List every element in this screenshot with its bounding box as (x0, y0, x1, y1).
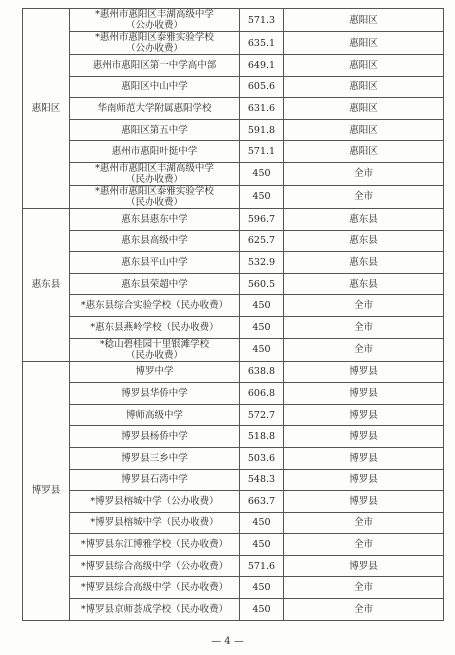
admission-range-cell: 博罗县 (284, 426, 444, 448)
school-name-cell: *惠州市惠阳区丰湖高级中学 （公办收费） (70, 9, 240, 32)
score-cell: 548.3 (240, 469, 284, 491)
admission-range-cell: 惠东县 (284, 208, 444, 230)
table-row (23, 230, 444, 252)
admission-range-cell: 惠阳区 (284, 9, 444, 32)
school-name-cell: 博罗县三乡中学 (70, 447, 240, 469)
district-cell: 惠东县 (23, 208, 70, 361)
admission-range-cell: 博罗县 (284, 491, 444, 513)
table-row (23, 9, 444, 32)
table-row (23, 404, 444, 426)
score-cell: 450 (240, 512, 284, 534)
admission-range-cell: 惠阳区 (284, 55, 444, 77)
school-name-cell: 博罗县石湾中学 (70, 469, 240, 491)
table-row (23, 32, 444, 55)
score-cell: 503.6 (240, 447, 284, 469)
score-cell: 572.7 (240, 404, 284, 426)
score-cell: 591.8 (240, 119, 284, 141)
district-cell: 惠阳区 (23, 9, 70, 209)
school-name-cell: *博罗县综合高级中学（公办收费） (70, 555, 240, 577)
score-cell: 571.3 (240, 9, 284, 32)
school-name-cell: 博罗中学 (70, 361, 240, 383)
score-cell: 450 (240, 162, 284, 185)
score-cell: 635.1 (240, 32, 284, 55)
table-row (23, 252, 444, 274)
table-row (23, 577, 444, 599)
school-name-cell: *博罗县榕城中学（民办收费） (70, 512, 240, 534)
table-row (23, 76, 444, 98)
table-row (23, 469, 444, 491)
table-row (23, 555, 444, 577)
school-name-cell: *博罗县京师荟成学校（民办收费） (70, 599, 240, 621)
table-row (23, 316, 444, 338)
school-name-cell: *惠州市惠阳区丰湖高级中学 （民办收费） (70, 162, 240, 185)
admission-range-cell: 惠阳区 (284, 119, 444, 141)
table-row (23, 273, 444, 295)
score-cell: 518.8 (240, 426, 284, 448)
school-name-cell: 博罗县华侨中学 (70, 383, 240, 405)
school-name-cell: 惠东县平山中学 (70, 252, 240, 274)
admission-range-cell: 全市 (284, 512, 444, 534)
school-name-cell: 惠东县高级中学 (70, 230, 240, 252)
score-cell: 571.1 (240, 141, 284, 163)
school-name-cell: *惠州市惠阳区泰雅实验学校 （民办收费） (70, 185, 240, 208)
school-name-cell: *惠州市惠阳区泰雅实验学校 （公办收费） (70, 32, 240, 55)
score-cell: 532.9 (240, 252, 284, 274)
score-cell: 450 (240, 577, 284, 599)
admission-range-cell: 博罗县 (284, 469, 444, 491)
admission-range-cell: 惠阳区 (284, 32, 444, 55)
table-row (23, 491, 444, 513)
admission-range-cell: 惠东县 (284, 252, 444, 274)
admission-score-table (22, 8, 444, 621)
score-cell: 450 (240, 295, 284, 317)
page-number: — 4 — (211, 636, 244, 647)
score-cell: 605.6 (240, 76, 284, 98)
table-row (23, 185, 444, 208)
score-cell: 663.7 (240, 491, 284, 513)
school-name-cell: *博罗县综合高级中学（民办收费） (70, 577, 240, 599)
school-name-cell: 惠东县荣超中学 (70, 273, 240, 295)
table-row (23, 208, 444, 230)
score-cell: 560.5 (240, 273, 284, 295)
admission-range-cell: 全市 (284, 338, 444, 361)
school-name-cell: *稔山碧桂园十里银滩学校 （民办收费） (70, 338, 240, 361)
school-name-cell: *惠东县综合实验学校（民办收费） (70, 295, 240, 317)
admission-range-cell: 全市 (284, 599, 444, 621)
school-name-cell: 惠州市惠阳叶挺中学 (70, 141, 240, 163)
score-cell: 649.1 (240, 55, 284, 77)
table-row (23, 162, 444, 185)
score-cell: 596.7 (240, 208, 284, 230)
school-name-cell: 华南师范大学附属惠阳学校 (70, 98, 240, 120)
score-cell: 450 (240, 599, 284, 621)
table-row (23, 361, 444, 383)
school-name-cell: *博罗县东江博雅学校（民办收费） (70, 534, 240, 556)
admission-range-cell: 全市 (284, 185, 444, 208)
table-row (23, 534, 444, 556)
table-row (23, 338, 444, 361)
score-cell: 638.8 (240, 361, 284, 383)
score-cell: 450 (240, 185, 284, 208)
table-row (23, 98, 444, 120)
table-row (23, 426, 444, 448)
score-cell: 631.6 (240, 98, 284, 120)
table-row (23, 599, 444, 621)
school-name-cell: 博罗县杨侨中学 (70, 426, 240, 448)
table-row (23, 512, 444, 534)
score-cell: 450 (240, 316, 284, 338)
table-row (23, 383, 444, 405)
admission-range-cell: 博罗县 (284, 555, 444, 577)
admission-range-cell: 全市 (284, 534, 444, 556)
admission-range-cell: 全市 (284, 162, 444, 185)
school-name-cell: *惠东县燕岭学校（民办收费） (70, 316, 240, 338)
admission-range-cell: 博罗县 (284, 404, 444, 426)
school-name-cell: 惠阳区第五中学 (70, 119, 240, 141)
school-name-cell: 惠阳区中山中学 (70, 76, 240, 98)
admission-range-cell: 全市 (284, 577, 444, 599)
admission-range-cell: 惠阳区 (284, 141, 444, 163)
admission-range-cell: 惠东县 (284, 230, 444, 252)
score-cell: 450 (240, 338, 284, 361)
admission-range-cell: 博罗县 (284, 383, 444, 405)
admission-range-cell: 惠阳区 (284, 98, 444, 120)
district-cell: 博罗县 (23, 361, 70, 620)
score-cell: 606.8 (240, 383, 284, 405)
admission-range-cell: 惠阳区 (284, 76, 444, 98)
table-row (23, 295, 444, 317)
table-row (23, 141, 444, 163)
admission-range-cell: 博罗县 (284, 361, 444, 383)
score-cell: 450 (240, 534, 284, 556)
table-row (23, 55, 444, 77)
school-name-cell: *博罗县榕城中学（公办收费） (70, 491, 240, 513)
admission-range-cell: 惠东县 (284, 273, 444, 295)
school-name-cell: 博师高级中学 (70, 404, 240, 426)
school-name-cell: 惠州市惠阳区第一中学高中部 (70, 55, 240, 77)
score-cell: 571.6 (240, 555, 284, 577)
score-cell: 625.7 (240, 230, 284, 252)
admission-range-cell: 博罗县 (284, 447, 444, 469)
admission-range-cell: 全市 (284, 316, 444, 338)
table-body (23, 9, 444, 621)
school-name-cell: 惠东县惠东中学 (70, 208, 240, 230)
table-row (23, 447, 444, 469)
admission-range-cell: 全市 (284, 295, 444, 317)
table-row (23, 119, 444, 141)
